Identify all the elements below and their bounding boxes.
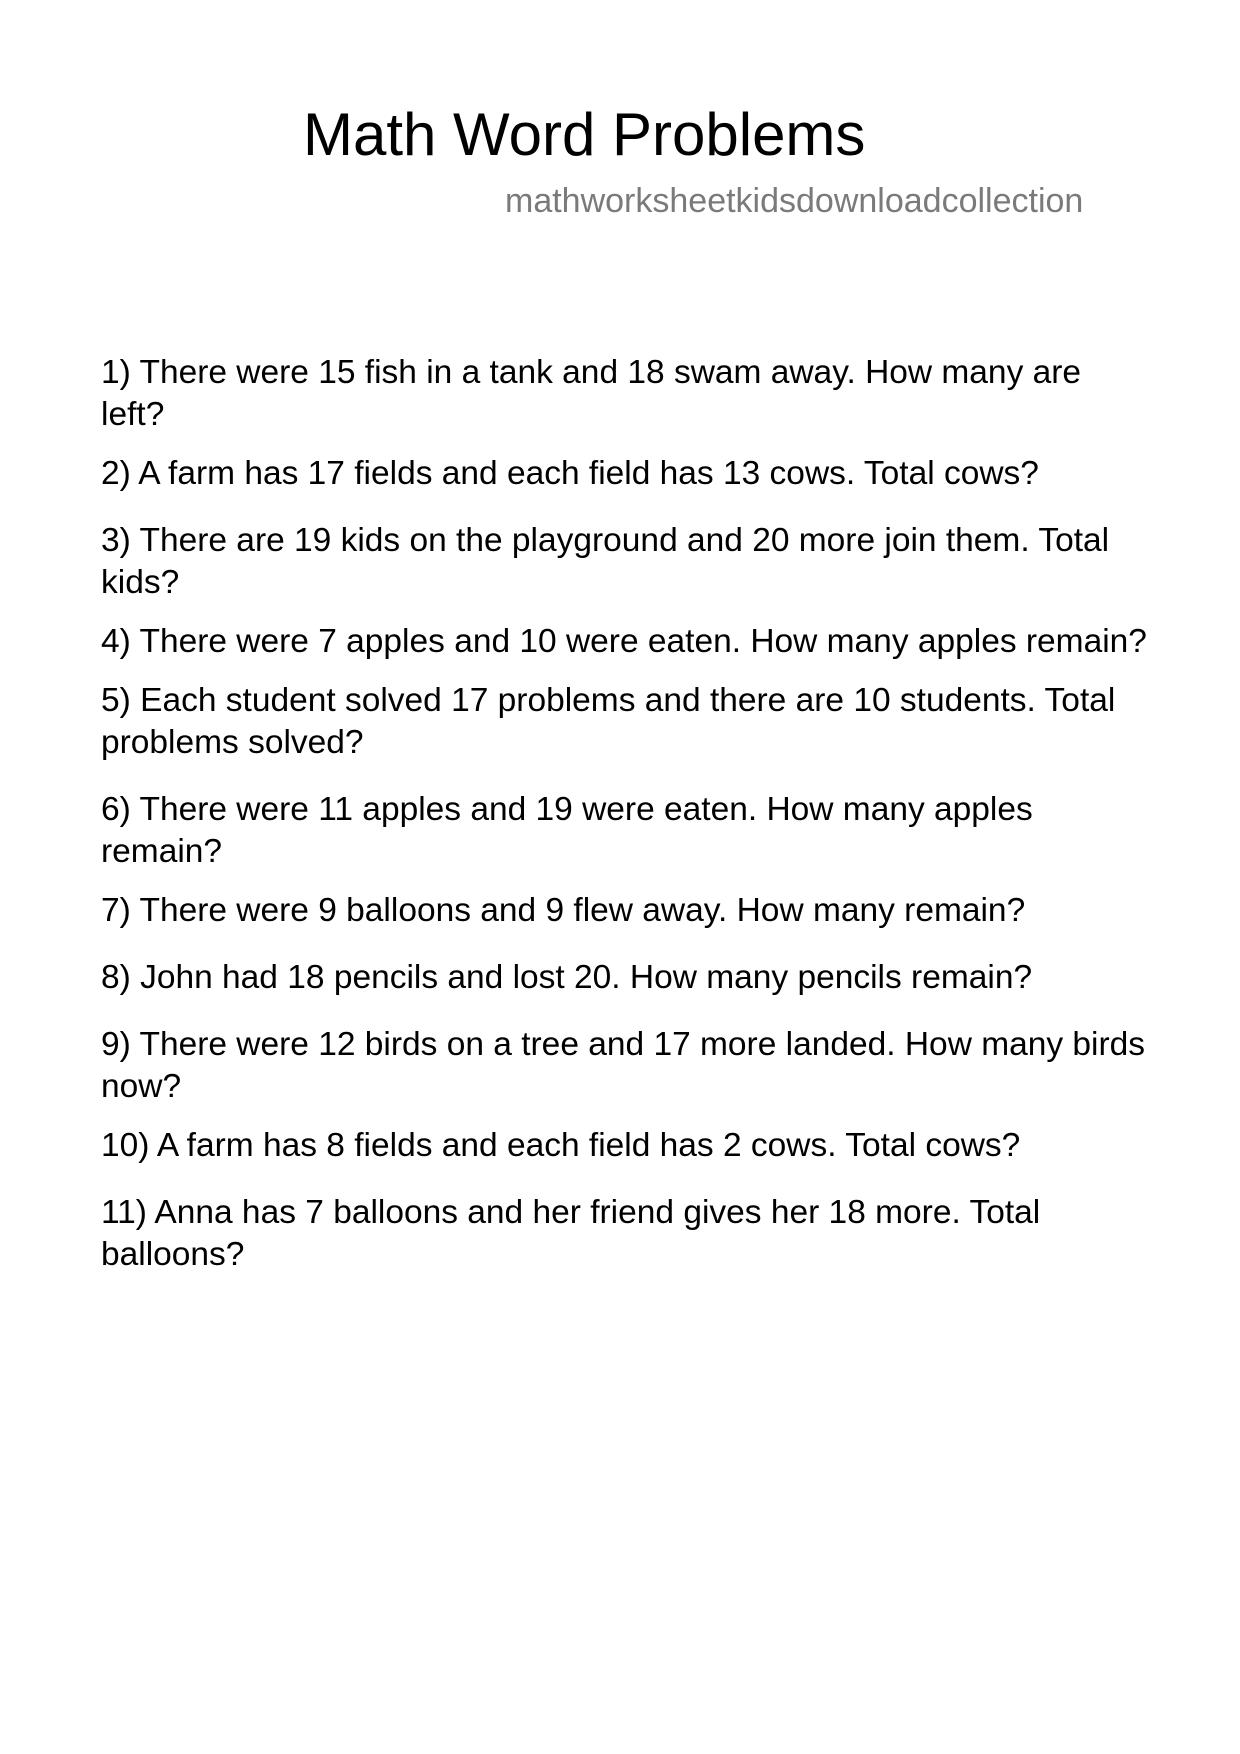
page-subtitle: mathworksheetkidsdownloadcollection bbox=[505, 182, 1084, 220]
problem-item: 5) Each student solved 17 problems and there are 10 students. Total problems solved? bbox=[101, 682, 1116, 761]
problem-item: 2) A farm has 17 fields and each field has 13 cows. Total cows? bbox=[101, 455, 1039, 492]
problem-item: 10) A farm has 8 fields and each field has 2 cows. Total cows? bbox=[101, 1127, 1021, 1164]
problem-item: 7) There were 9 balloons and 9 flew away. How many remain? bbox=[101, 892, 1026, 929]
problem-list bbox=[101, 352, 1151, 1293]
problem-item: 11) Anna has 7 balloons and her friend gives her 18 more. Total balloons? bbox=[101, 1194, 1041, 1273]
problem-item: 8) John had 18 pencils and lost 20. How many pencils remain? bbox=[101, 959, 1033, 996]
page-title: Math Word Problems bbox=[303, 101, 866, 168]
problem-item: 3) There are 19 kids on the playground and 20 more join them. Total kids? bbox=[101, 522, 1110, 601]
problem-item: 4) There were 7 apples and 10 were eaten. How many apples remain? bbox=[101, 623, 1147, 660]
problem-item: 9) There were 12 birds on a tree and 17 more landed. How many birds now? bbox=[101, 1026, 1146, 1105]
problem-item: 1) There were 15 fish in a tank and 18 swam away. How many are left? bbox=[101, 354, 1082, 433]
problem-item: 6) There were 11 apples and 19 were eaten. How many apples remain? bbox=[101, 791, 1033, 870]
